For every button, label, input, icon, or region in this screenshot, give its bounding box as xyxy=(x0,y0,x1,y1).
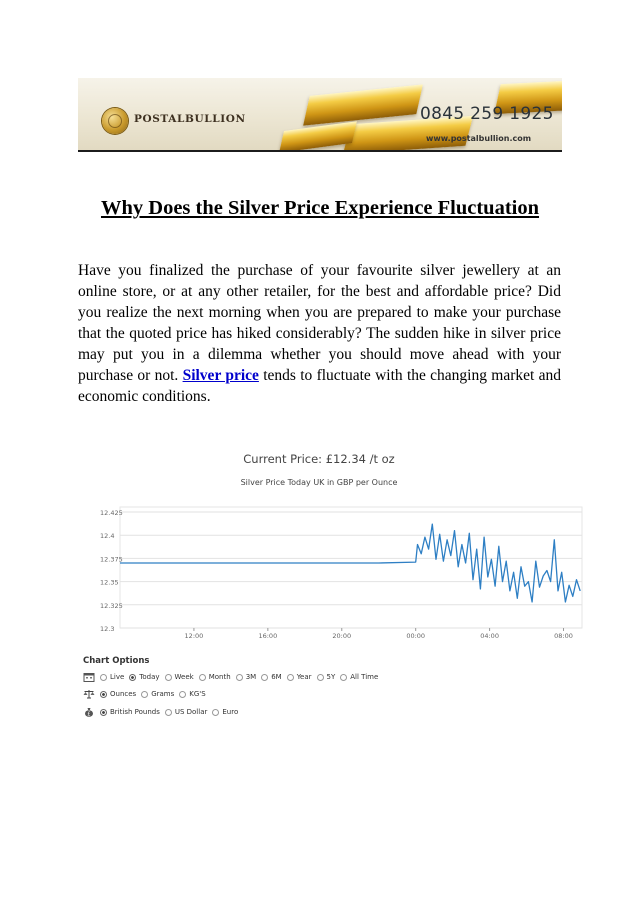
option-3m[interactable] xyxy=(236,673,257,681)
option-week[interactable] xyxy=(165,673,194,681)
radio-button[interactable] xyxy=(199,674,206,681)
y-tick-label: 12.425 xyxy=(100,509,123,517)
article-title: Why Does the Silver Price Experience Fluctuation xyxy=(100,197,540,219)
x-tick-label: 04:00 xyxy=(480,632,499,640)
option-us-dollar[interactable] xyxy=(165,708,208,716)
option-label: All Time xyxy=(350,673,379,681)
article-paragraph xyxy=(78,260,561,407)
option-live[interactable] xyxy=(100,673,124,681)
website-url[interactable]: www.postalbullion.com xyxy=(426,134,532,143)
option-kg-s[interactable] xyxy=(179,690,205,698)
option-all-time[interactable] xyxy=(340,673,378,681)
option-label: US Dollar xyxy=(174,708,208,716)
currency-options xyxy=(83,706,243,718)
radio-button[interactable] xyxy=(100,674,107,681)
option-label: 5Y xyxy=(326,673,336,681)
option-label: KG'S xyxy=(189,690,206,698)
radio-button[interactable] xyxy=(179,691,186,698)
period-options xyxy=(83,671,383,683)
option-6m[interactable] xyxy=(261,673,282,681)
radio-button[interactable] xyxy=(236,674,243,681)
banner xyxy=(78,78,562,152)
scales-icon xyxy=(83,689,95,699)
radio-button[interactable] xyxy=(141,691,148,698)
money-bag-icon xyxy=(83,707,95,717)
option-ounces[interactable] xyxy=(100,690,136,698)
option-british-pounds[interactable] xyxy=(100,708,160,716)
option-label: Grams xyxy=(151,690,175,698)
option-label: Live xyxy=(110,673,125,681)
y-tick-label: 12.35 xyxy=(100,578,119,587)
option-label: Euro xyxy=(222,708,239,716)
radio-button[interactable] xyxy=(261,674,268,681)
option-label: 6M xyxy=(271,673,282,681)
option-month[interactable] xyxy=(199,673,231,681)
option-label: 3M xyxy=(245,673,257,681)
option-today[interactable] xyxy=(129,673,159,681)
coin-logo-icon xyxy=(102,108,128,134)
radio-button[interactable] xyxy=(165,709,172,716)
phone-number[interactable]: 0845 259 1925 xyxy=(420,104,554,124)
option-label: Week xyxy=(174,673,194,681)
radio-button[interactable] xyxy=(165,674,172,681)
chart-subtitle: Silver Price Today UK in GBP per Ounce xyxy=(240,478,398,487)
brand-name: POSTALBULLION xyxy=(134,113,246,125)
option-label: Year xyxy=(296,673,312,681)
option-grams[interactable] xyxy=(141,690,174,698)
x-tick-label: 08:00 xyxy=(554,632,573,640)
radio-button[interactable] xyxy=(317,674,324,681)
option-label: Ounces xyxy=(110,690,137,698)
x-tick-label: 16:00 xyxy=(258,632,278,640)
radio-button[interactable] xyxy=(212,709,219,716)
y-tick-label: 12.4 xyxy=(100,532,115,541)
y-tick-label: 12.375 xyxy=(100,555,123,564)
paragraph-text: Have you finalized the purchase of your favourite silver jewellery at an online store, or at any other retailer, for the best and affordable price? Did you realize the next morning when you are prepared to make your purchase that the quoted price has hiked considerably? The sudden hike in silver price may put you in a dilemma whether you should move ahead with your purchase or not. xyxy=(78,262,561,384)
option-label: Month xyxy=(208,673,231,681)
radio-button[interactable] xyxy=(287,674,294,681)
x-tick-label: 20:00 xyxy=(332,632,352,640)
x-tick-label: 00:00 xyxy=(406,632,426,640)
chart-options-title: Chart Options xyxy=(83,656,150,666)
option-euro[interactable] xyxy=(212,708,238,716)
silver-price-link[interactable]: Silver price xyxy=(182,367,259,384)
radio-button[interactable] xyxy=(340,674,347,681)
radio-button[interactable] xyxy=(100,709,107,716)
y-tick-label: 12.3 xyxy=(100,625,115,633)
radio-button[interactable] xyxy=(129,674,136,681)
chart-title: Current Price: £12.34 /t oz xyxy=(243,452,395,466)
option-label: Today xyxy=(139,673,160,681)
option-year[interactable] xyxy=(287,673,312,681)
paragraph-text: tends to fluctuate with the changing market and economic conditions. xyxy=(78,367,561,405)
plot-area xyxy=(120,507,582,628)
option-label: British Pounds xyxy=(110,708,160,716)
unit-options xyxy=(83,688,211,700)
radio-button[interactable] xyxy=(100,691,107,698)
silver-price-chart xyxy=(80,497,590,647)
svg-text:£: £ xyxy=(87,711,91,717)
option-5y[interactable] xyxy=(317,673,336,681)
y-tick-label: 12.325 xyxy=(100,601,123,610)
x-tick-label: 12:00 xyxy=(184,632,204,640)
calendar-icon xyxy=(83,672,95,682)
